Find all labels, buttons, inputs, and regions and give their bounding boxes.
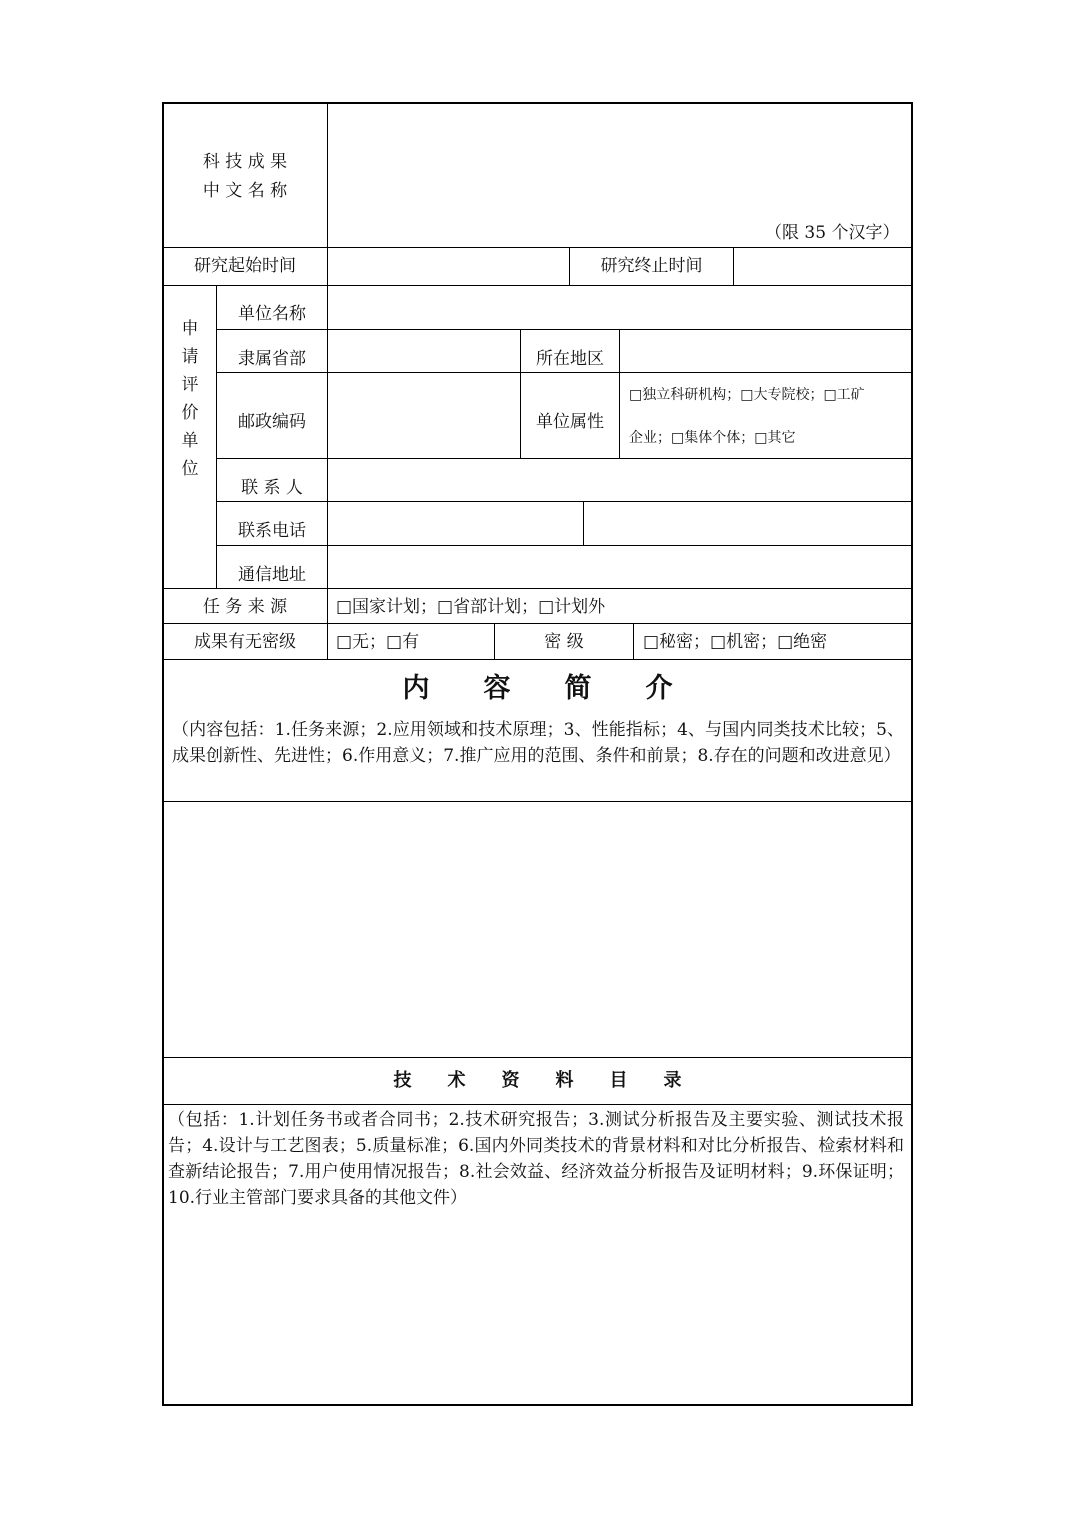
tech-docs-title: 技 术 资 料 目 录: [393, 1070, 682, 1091]
unit-type-options[interactable]: □独立科研机构；□大专院校；□工矿: [629, 387, 865, 403]
start-time-label: 研究起始时间: [194, 256, 296, 276]
secrecy-options[interactable]: □无；□有: [336, 632, 420, 652]
summary-title: 内 容 简 介: [402, 673, 673, 704]
tech-docs-note: （包括：1.计划任务书或者合同书；2.技术研究报告；3.测试分析报告及主要实验、测试技术报告；4.设计与工艺图表；5.质量标准；6.国内外同类技术的背景材料和对比分析报告、检索材料和查新结论报告；7.用户使用情况报告；8.社会效益、经济效益分析报告及证明材料；9.环保证明；10.行业主管部门要求具备的其他文件）: [168, 1110, 904, 1208]
project-name-label: 中 文 名 称: [202, 181, 288, 201]
region-label: 所在地区: [536, 349, 604, 369]
end-time-field[interactable]: [734, 248, 911, 285]
project-name-label: 科 技 成 果: [202, 152, 288, 172]
region-field[interactable]: [620, 330, 911, 372]
start-time-field[interactable]: [328, 248, 569, 285]
unit-name-field[interactable]: [328, 286, 911, 329]
row-divider: [163, 659, 912, 660]
row-divider: [163, 1104, 912, 1105]
postcode-field[interactable]: [328, 373, 520, 458]
postcode-label: 邮政编码: [238, 412, 306, 432]
task-source-options[interactable]: □国家计划；□省部计划；□计划外: [336, 597, 606, 617]
row-divider: [216, 372, 912, 373]
project-name-field[interactable]: [328, 104, 911, 214]
unit-type-options[interactable]: 企业；□集体个体；□其它: [629, 430, 796, 446]
phone-field-extra[interactable]: [584, 502, 911, 545]
end-time-label: 研究终止时间: [600, 256, 703, 276]
unit-type-label: 单位属性: [536, 412, 604, 432]
contact-label: 联 系 人: [241, 478, 303, 498]
char-limit-note: （限 35 个汉字）: [765, 223, 900, 243]
unit-name-label: 单位名称: [238, 304, 306, 324]
row-divider: [163, 623, 912, 624]
ministry-label: 隶属省部: [238, 349, 306, 369]
secrecy-label: 成果有无密级: [194, 632, 296, 652]
row-divider: [163, 588, 912, 589]
summary-note: （内容包括：1.任务来源；2.应用领域和技术原理；3、性能指标；4、与国内同类技术比较；5、成果创新性、先进性；6.作用意义；7.推广应用的范围、条件和前景；8.存在的问题和改进意见）: [172, 720, 904, 766]
secrecy-level-label: 密 级: [544, 632, 584, 652]
secrecy-level-options[interactable]: □秘密；□机密；□绝密: [643, 632, 828, 652]
address-field[interactable]: [328, 546, 911, 588]
col-divider: [216, 285, 217, 588]
phone-field[interactable]: [328, 502, 583, 545]
address-label: 通信地址: [238, 565, 306, 585]
summary-content-area[interactable]: [164, 802, 911, 1057]
tech-docs-content-area[interactable]: [164, 1225, 911, 1403]
contact-field[interactable]: [328, 459, 911, 501]
phone-label: 联系电话: [238, 521, 306, 541]
col-divider: [633, 623, 634, 659]
ministry-field[interactable]: [328, 330, 520, 372]
row-divider: [163, 1057, 912, 1058]
task-source-label: 任 务 来 源: [202, 597, 288, 617]
applicant-group-label: 申请评价单位: [181, 319, 199, 479]
